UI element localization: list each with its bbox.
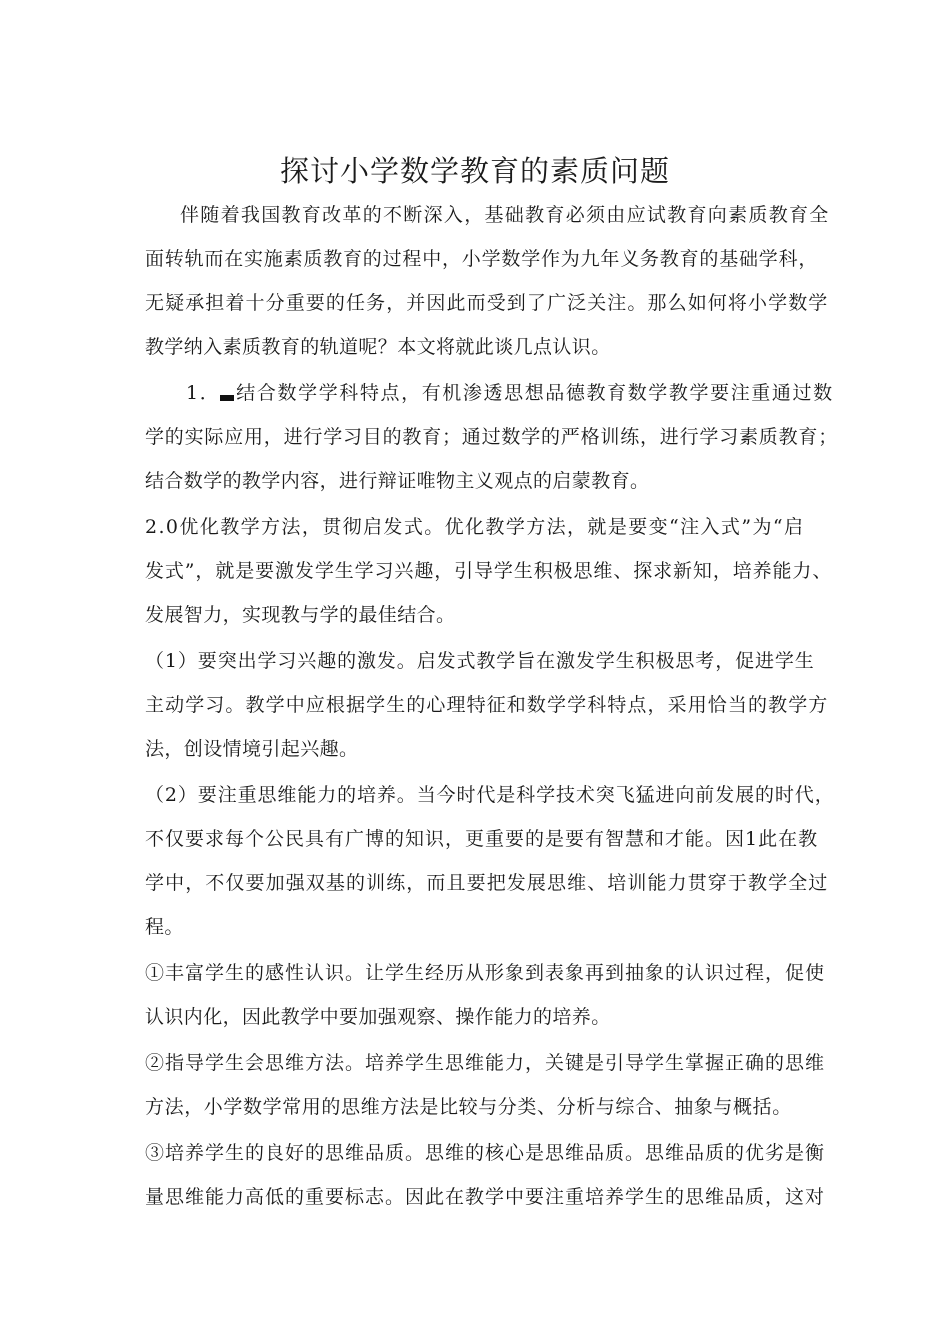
text-line: 发式”，就是要激发学生学习兴趣，引导学生积极思维、探求新知，培养能力、 — [145, 560, 833, 582]
text-line: 伴随着我国教育改革的不断深入，基础教育必须由应试教育向素质教育全 — [180, 204, 830, 226]
text-line: 认识内化，因此教学中要加强观察、操作能力的培养。 — [145, 1006, 611, 1028]
text-line: 无疑承担着十分重要的任务，并因此而受到了广泛关注。那么如何将小学数学 — [145, 292, 829, 314]
item-number: 1． — [186, 382, 221, 404]
text-line: 教学纳入素质教育的轨道呢？本文将就此谈几点认识。 — [145, 336, 611, 358]
text-line: 2.0优化教学方法，贯彻启发式。优化教学方法，就是要变“注入式”为“启 — [145, 516, 805, 538]
text-line: 程。 — [145, 916, 184, 938]
text-line: 法，创设情境引起兴趣。 — [145, 738, 359, 760]
text-line: 方法，小学数学常用的思维方法是比较与分类、分析与综合、抽象与概括。 — [145, 1096, 792, 1118]
text-line: （2）要注重思维能力的培养。当今时代是科学技术突飞猛进向前发展的时代， — [145, 784, 835, 806]
text-line: 面转轨而在实施素质教育的过程中，小学数学作为九年义务教育的基础学科， — [145, 248, 819, 270]
text-line: 学的实际应用，进行学习目的教育；通过数学的严格训练，进行学习素质教育； — [145, 426, 839, 448]
text-line: 发展智力，实现教与学的最佳结合。 — [145, 604, 456, 626]
dash-mark — [220, 395, 234, 401]
text-line: 不仅要求每个公民具有广博的知识，更重要的是要有智慧和才能。因1此在教 — [145, 828, 819, 850]
text-line: （1）要突出学习兴趣的激发。启发式教学旨在激发学生积极思考，促进学生 — [145, 650, 815, 672]
text-line: ③培养学生的良好的思维品质。思维的核心是思维品质。思维品质的优劣是衡 — [145, 1142, 826, 1164]
document-title: 探讨小学数学教育的素质问题 — [279, 154, 670, 189]
text-line: 主动学习。教学中应根据学生的心理特征和数学学科特点，采用恰当的教学方 — [145, 694, 829, 716]
text-line: ①丰富学生的感性认识。让学生经历从形象到表象再到抽象的认识过程，促使 — [145, 962, 826, 984]
numbered-heading-line — [186, 380, 834, 406]
item-text: 结合数学学科特点，有机渗透思想品德教育数学教学要注重通过数 — [236, 382, 834, 404]
text-line: 量思维能力高低的重要标志。因此在教学中要注重培养学生的思维品质，这对 — [145, 1186, 826, 1208]
text-line: 结合数学的教学内容，进行辩证唯物主义观点的启蒙教育。 — [145, 470, 650, 492]
text-line: 学中，不仅要加强双基的训练，而且要把发展思维、培训能力贯穿于教学全过 — [145, 872, 829, 894]
text-line: ②指导学生会思维方法。培养学生思维能力，关键是引导学生掌握正确的思维 — [145, 1052, 826, 1074]
